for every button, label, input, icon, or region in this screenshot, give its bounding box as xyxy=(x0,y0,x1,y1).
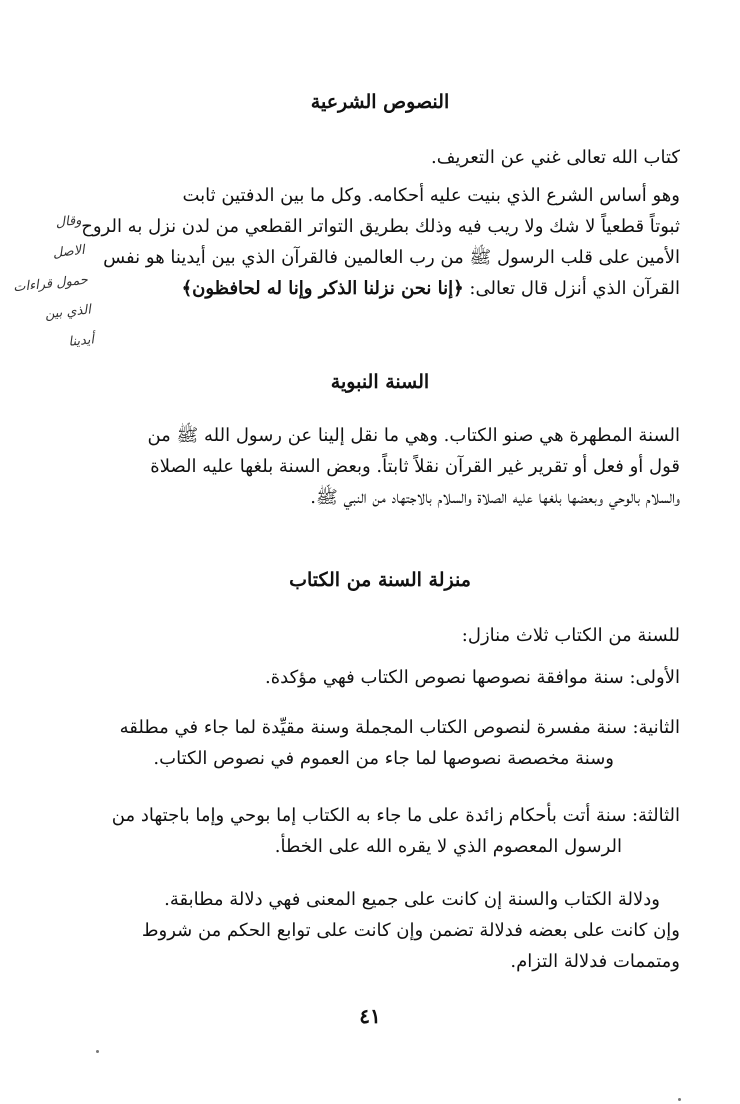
rank-intro xyxy=(72,620,680,651)
rank-item-label: الثالثة: xyxy=(631,805,680,826)
closing-line-1: ودلالة الكتاب والسنة إن كانت على جميع المعنى فهي دلالة مطابقة. xyxy=(164,889,660,910)
rank-item-label: الأولى: xyxy=(629,667,680,688)
closing-line-2: وإن كانت على بعضه فدلالة تضمن وإن كانت على توابع الحكم من شروط xyxy=(141,920,680,941)
note-line-3: حمول قراءات xyxy=(12,272,89,296)
rank-item-first-line xyxy=(72,662,680,693)
closing-paragraph xyxy=(72,884,680,977)
quran-verse: ﴿إنا نحن نزلنا الذكر وإنا له لحافظون﴾ xyxy=(181,278,464,299)
note-line-5: أيدينا xyxy=(67,332,95,350)
scan-speck xyxy=(96,1050,99,1053)
heading-sunnah: السنة النبوية xyxy=(330,371,430,393)
rank-item-text: سنة أتت بأحكام زائدة على ما جاء به الكتاب إما بوحي وإما باجتهاد من xyxy=(111,805,627,826)
rank-item-third-line-1 xyxy=(72,800,680,831)
closing-line-3: ومتممات فدلالة التزام. xyxy=(510,951,680,972)
book-line-1: وهو أساس الشرع الذي بنيت عليه أحكامه. وكل ما بين الدفتين ثابت xyxy=(182,185,680,206)
handwritten-margin-note xyxy=(0,206,96,364)
note-line-4: الذي بين xyxy=(44,302,92,323)
sunnah-line-3: والسلام بالوحي وبعضها بلغها عليه الصلاة والسلام بالاجتهاد من النبي ﷺ. xyxy=(310,487,680,508)
scan-speck xyxy=(678,1098,681,1101)
rank-item-second-line-2: وسنة مخصصة نصوصها لما جاء من العموم في نصوص الكتاب. xyxy=(153,748,614,769)
note-line-1: وقال xyxy=(54,212,83,231)
rank-item-second-line-1 xyxy=(72,712,680,743)
note-line-2: الاصل xyxy=(52,242,86,262)
sunnah-line-2: قول أو فعل أو تقرير غير القرآن نقلاً ثابتاً. وبعض السنة بلغها عليه الصلاة xyxy=(150,456,680,477)
rank-item-third xyxy=(72,800,680,862)
heading-sharia-texts: النصوص الشرعية xyxy=(310,91,450,113)
book-line-4 xyxy=(72,273,680,304)
heading-sunnah-rank: منزلة السنة من الكتاب xyxy=(289,569,471,591)
book-line-4-prefix: القرآن الذي أنزل قال تعالى: xyxy=(463,278,680,299)
rank-item-second xyxy=(72,712,680,774)
book-paragraph xyxy=(72,180,680,304)
page-number: ٤١ xyxy=(359,1004,381,1028)
rank-item-text: سنة موافقة نصوصها نصوص الكتاب فهي مؤكدة. xyxy=(264,667,624,688)
book-line-3: الأمين على قلب الرسول ﷺ من رب العالمين فالقرآن الذي بين أيدينا هو نفس xyxy=(103,247,680,268)
rank-item-first xyxy=(72,662,680,693)
sunnah-paragraph xyxy=(72,420,680,513)
rank-item-third-line-2: الرسول المعصوم الذي لا يقره الله على الخطأ. xyxy=(274,836,622,857)
book-intro xyxy=(72,142,680,173)
rank-intro-line: للسنة من الكتاب ثلاث منازل: xyxy=(461,625,680,646)
rank-item-label: الثانية: xyxy=(632,717,680,738)
book-intro-line: كتاب الله تعالى غني عن التعريف. xyxy=(431,147,680,168)
book-line-2: ثبوتاً قطعياً لا شك ولا ريب فيه وذلك بطريق التواتر القطعي من لدن نزل به الروح xyxy=(81,216,680,237)
sunnah-line-1: السنة المطهرة هي صنو الكتاب. وهي ما نقل إلينا عن رسول الله ﷺ من xyxy=(147,425,680,446)
rank-item-text: سنة مفسرة لنصوص الكتاب المجملة وسنة مقيِّدة لما جاء في مطلقه xyxy=(119,717,627,738)
